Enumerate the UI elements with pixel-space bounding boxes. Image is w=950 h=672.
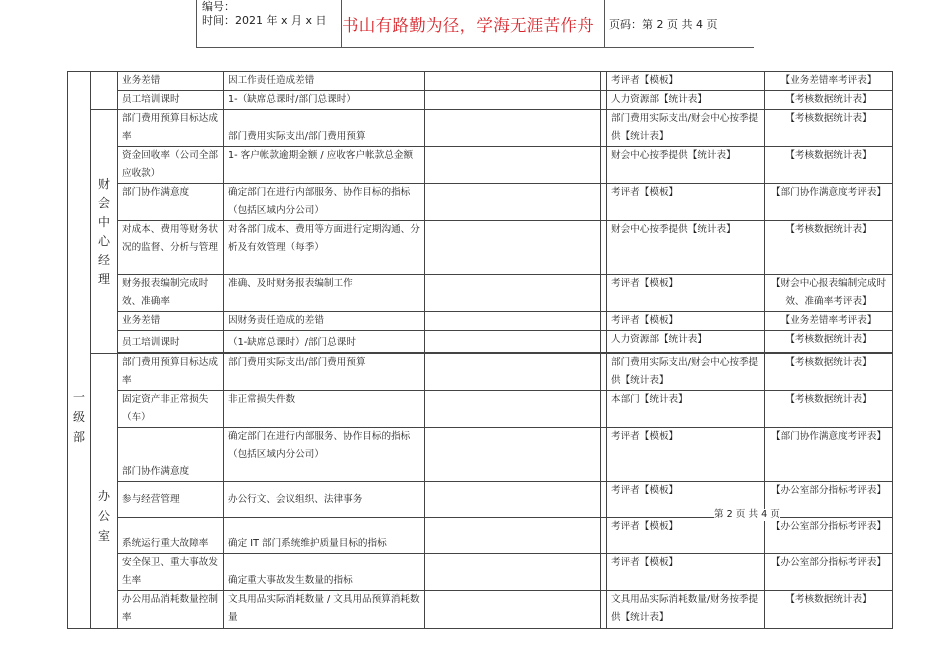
kpi-tool: 【部门协作满意度考评表】	[765, 428, 893, 482]
kpi-source: 考评者【模板】	[607, 72, 765, 91]
kpi-name: 固定资产非正常损失（车）	[118, 391, 224, 428]
kpi-name: 业务差错	[118, 72, 224, 91]
blank-cell	[425, 91, 601, 110]
blank-cell	[425, 591, 601, 629]
kpi-source: 财会中心按季提供【统计表】	[607, 221, 765, 275]
kpi-tool: 【考核数据统计表】	[765, 391, 893, 428]
kpi-name: 资金回收率（公司全部应收款）	[118, 147, 224, 184]
table-row	[68, 354, 893, 391]
kpi-tool: 【考核数据统计表】	[765, 91, 893, 110]
kpi-definition: 文具用品实际消耗数量 / 文具用品预算消耗数量	[224, 591, 425, 629]
doc-date: 时间：2021 年 x 月 x 日	[202, 14, 327, 27]
blank-cell	[425, 72, 601, 91]
table-row	[68, 518, 893, 554]
kpi-tool: 【业务差错率考评表】	[765, 72, 893, 91]
kpi-tool: 【考核数据统计表】	[765, 331, 893, 353]
section-finance: 财会中心经理	[91, 110, 118, 354]
kpi-name: 员工培训课时	[118, 91, 224, 110]
table-row	[68, 147, 893, 184]
blank-cell	[425, 428, 601, 482]
kpi-table	[67, 71, 893, 629]
header-left-border	[196, 0, 197, 48]
kpi-definition: 对各部门成本、费用等方面进行定期沟通、分析及有效管理（每季）	[224, 221, 425, 275]
doc-number-label: 编号：	[202, 0, 235, 13]
kpi-tool: 【办公室部分指标考评表】	[765, 518, 893, 554]
table-row	[68, 312, 893, 331]
table-row	[68, 72, 893, 91]
kpi-name: 参与经营管理	[118, 482, 224, 518]
table-row	[68, 391, 893, 428]
kpi-tool: 【考核数据统计表】	[765, 354, 893, 391]
kpi-definition: 确定部门在进行内部服务、协作目标的指标（包括区域内分公司）	[224, 184, 425, 221]
header-bottom-border	[196, 47, 754, 48]
blank-cell	[425, 312, 601, 331]
kpi-name: 安全保卫、重大事故发生率	[118, 554, 224, 591]
kpi-tool: 【考核数据统计表】	[765, 591, 893, 629]
kpi-source: 考评者【模板】	[607, 428, 765, 482]
kpi-source: 考评者【模板】	[607, 312, 765, 331]
header-divider-2	[604, 0, 605, 48]
kpi-name: 员工培训课时	[118, 331, 224, 353]
blank-cell	[425, 518, 601, 554]
table-row	[68, 91, 893, 110]
kpi-tool: 【考核数据统计表】	[765, 147, 893, 184]
kpi-source: 本部门【统计表】	[607, 391, 765, 428]
header-motto: 书山有路勤为径，学海无涯苦作舟	[342, 16, 594, 35]
kpi-source: 财会中心按季提供【统计表】	[607, 147, 765, 184]
kpi-definition: 确定重大事故发生数量的指标	[224, 554, 425, 591]
blank-cell	[425, 391, 601, 428]
kpi-name: 财务报表编制完成时效、准确率	[118, 275, 224, 312]
blank-cell	[425, 554, 601, 591]
header-meta	[202, 0, 327, 28]
kpi-definition: 部门费用实际支出/部门费用预算	[224, 354, 425, 391]
kpi-source: 人力资源部【统计表】	[607, 91, 765, 110]
kpi-name: 办公用品消耗数量控制率	[118, 591, 224, 629]
kpi-definition: 1- 客户帐款逾期金额 / 应收客户帐款总金额	[224, 147, 425, 184]
kpi-name: 部门协作满意度	[118, 184, 224, 221]
kpi-name: 系统运行重大故障率	[118, 518, 224, 554]
kpi-source: 考评者【模板】	[607, 184, 765, 221]
kpi-tool: 【考核数据统计表】	[765, 110, 893, 147]
blank-cell	[425, 482, 601, 518]
table-row	[68, 221, 893, 275]
page-header	[196, 0, 754, 48]
blank-cell	[425, 354, 601, 391]
table-row	[68, 331, 893, 353]
kpi-definition: 1-（缺席总课时/部门总课时）	[224, 91, 425, 110]
table-row	[68, 554, 893, 591]
blank-cell	[425, 331, 601, 353]
blank-cell	[425, 110, 601, 147]
kpi-definition: 确定 IT 部门系统维护质量目标的指标	[224, 518, 425, 554]
kpi-source: 部门费用实际支出/财会中心按季提供【统计表】	[607, 354, 765, 391]
table-row	[68, 110, 893, 147]
kpi-tool: 【办公室部分指标考评表】	[765, 554, 893, 591]
kpi-source: 人力资源部【统计表】	[607, 331, 765, 353]
kpi-tool: 【办公室部分指标考评表】	[765, 482, 893, 518]
kpi-definition: 准确、及时财务报表编制工作	[224, 275, 425, 312]
kpi-source: 考评者【模板】	[607, 275, 765, 312]
kpi-definition: 因财务责任造成的差错	[224, 312, 425, 331]
blank-cell	[425, 147, 601, 184]
kpi-definition: 确定部门在进行内部服务、协作目标的指标（包括区域内分公司）	[224, 428, 425, 482]
header-page-number: 页码：第 2 页 共 4 页	[609, 18, 718, 31]
kpi-name: 部门费用预算目标达成率	[118, 110, 224, 147]
kpi-definition: 办公行文、会议组织、法律事务	[224, 482, 425, 518]
kpi-tool: 【部门协作满意度考评表】	[765, 184, 893, 221]
blank-cell	[425, 221, 601, 275]
kpi-tool: 【业务差错率考评表】	[765, 312, 893, 331]
kpi-name: 对成本、费用等财务状况的监督、分析与管理	[118, 221, 224, 275]
table-row	[68, 591, 893, 629]
table-row	[68, 184, 893, 221]
table-row	[68, 275, 893, 312]
kpi-definition: 部门费用实际支出/部门费用预算	[224, 110, 425, 147]
blank-cell	[425, 184, 601, 221]
kpi-name: 业务差错	[118, 312, 224, 331]
kpi-source: 考评者【模板】	[607, 518, 765, 554]
level-label: 一级部	[68, 72, 91, 629]
kpi-definition: （1-缺席总课时）/部门总课时	[224, 331, 425, 353]
footer-page-number: 第 2 页 共 4 页	[714, 509, 780, 520]
blank-section-cell	[91, 72, 118, 110]
kpi-source: 考评者【模板】	[607, 554, 765, 591]
kpi-source: 部门费用实际支出/财会中心按季提供【统计表】	[607, 110, 765, 147]
kpi-definition: 非正常损失件数	[224, 391, 425, 428]
blank-cell	[425, 275, 601, 312]
kpi-source: 考评者【模板】	[607, 482, 765, 518]
kpi-definition: 因工作责任造成差错	[224, 72, 425, 91]
kpi-tool: 【考核数据统计表】	[765, 221, 893, 275]
kpi-source: 文具用品实际消耗数量/财务按季提供【统计表】	[607, 591, 765, 629]
kpi-tool: 【财会中心报表编制完成时效、准确率考评表】	[765, 275, 893, 312]
table-row	[68, 428, 893, 482]
section-office: 办公室	[91, 354, 118, 629]
kpi-name: 部门协作满意度	[118, 428, 224, 482]
kpi-name: 部门费用预算目标达成率	[118, 354, 224, 391]
